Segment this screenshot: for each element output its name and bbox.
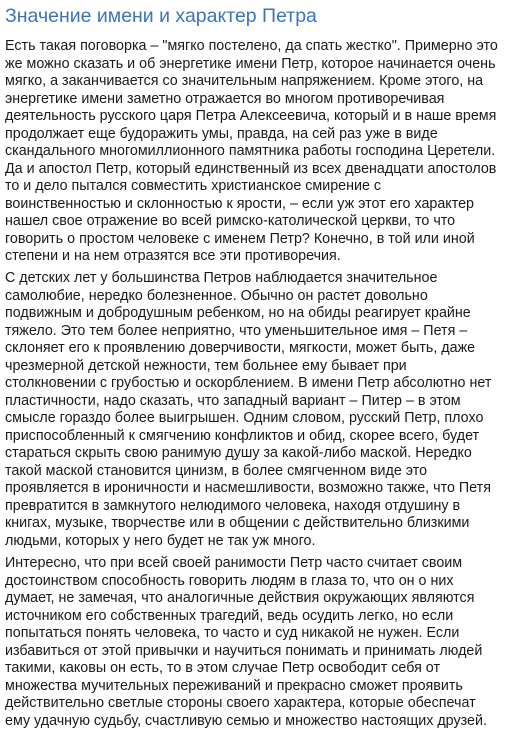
paragraph-line: приспособленный к смягчению конфликтов и обид, скорее всего, будет [5,427,480,444]
paragraph-line: скандального многомиллионного памятника работы господина Церетели. [5,143,496,159]
article-paragraph-2 [5,270,532,550]
paragraph-line: воинственностью и склонностью к ярости, – если уж этот его характер [5,195,475,212]
paragraph-line: энергетике имени заметно отражается во многом противоречивая [5,90,445,107]
paragraph-line: подвижным и добродушным ребенком, но на обиды реагирует крайне [5,305,471,321]
article-paragraph-3 [5,555,532,730]
paragraph-line: пластичности, надо сказать, что западный вариант – Питер – в этом [5,392,461,409]
paragraph-line: смысле гораздо более выигрышен. Одним словом, русский Петр, плохо [5,410,484,426]
paragraph-line: стараться скрыть свою ранимую душу за какой-либо маской. Нередко [5,445,472,461]
paragraph-line: же можно сказать и об энергетике имени Петр, которое начинается очень [5,55,496,72]
paragraph-line: тяжело. Это тем более неприятно, что уменьшительное имя – Петя – [5,322,468,339]
article-title: Значение имени и характер Петра [5,5,317,27]
paragraph-line: то и дело пытался совместить христианское смирение с [5,178,382,194]
paragraph-line: такой маской становится цинизм, в более смягченном виде это [5,462,428,479]
paragraph-line: проявляется в ироничности и насмешливости, возможно также, что Петя [5,480,491,496]
paragraph-line: действительно светлые стороны своего характера, которые обеспечат [5,695,476,711]
paragraph-line: С детских лет у большинства Петров наблюдается значительное [5,270,438,286]
paragraph-line: столкновении с грубостью и оскорблением. В имени Петр абсолютно нет [5,375,492,391]
paragraph-line: нашел свое отражение во всей римско-католической церкви, то что [5,213,456,229]
paragraph-line: людьми, которых у него будет не так уж много. [5,532,316,549]
paragraph-line: деятельность русского царя Петра Алексеевича, который и в наше время [5,108,497,124]
paragraph-line: избавиться от этой привычки и научиться понимать и принимать людей [5,642,483,659]
article-paragraph-1 [5,38,532,266]
paragraph-line: ему удачную судьбу, счастливую семью и множество настоящих друзей. [5,712,487,729]
paragraph-line: такими, каковы он есть, то в этом случае Петр освободит себя от [5,660,440,676]
paragraph-line: самолюбие, нередко болезненное. Обычно он растет довольно [5,287,428,304]
paragraph-line: книгах, музыке, творчестве или в общении с действительно близкими [5,515,470,531]
paragraph-line: множества мучительных переживаний и прекрасно сможет проявить [5,677,463,694]
paragraph-line: говорить о простом человеке с именем Петр? Конечно, в той или иной [5,230,475,247]
paragraph-line: продолжает еще будоражить умы, правда, на сей раз уже в виде [5,125,438,142]
paragraph-line: Есть такая поговорка – "мягко постелено, да спать жестко". Примерно это [5,38,498,54]
paragraph-line: думает, не замечая, что аналогичные действия окружающих являются [5,590,475,606]
paragraph-line: источником его собственных трагедий, ведь осудить легко, но если [5,607,454,624]
paragraph-line: достоинством способность говорить людям в глаза то, что он о них [5,572,454,589]
paragraph-line: мягко, а заканчивается со значительным напряжением. Кроме этого, на [5,73,484,89]
paragraph-line: превратится в замкнутого нелюдимого человека, находя отдушину в [5,497,461,514]
paragraph-line: попытаться понять человека, то часто и суд никакой не нужен. Если [5,625,460,641]
paragraph-line: Да и апостол Петр, который единственный из всех двенадцати апостолов [5,160,497,177]
paragraph-line: степени и на нем отразятся все эти противоречия. [5,248,341,264]
paragraph-line: чрезмерной детской нежности, тем больнее ему бывает при [5,357,407,374]
paragraph-line: Интересно, что при всей своей ранимости Петр часто считает своим [5,555,463,571]
paragraph-line: склоняет его к проявлению доверчивости, мягкости, может быть, даже [5,340,476,356]
